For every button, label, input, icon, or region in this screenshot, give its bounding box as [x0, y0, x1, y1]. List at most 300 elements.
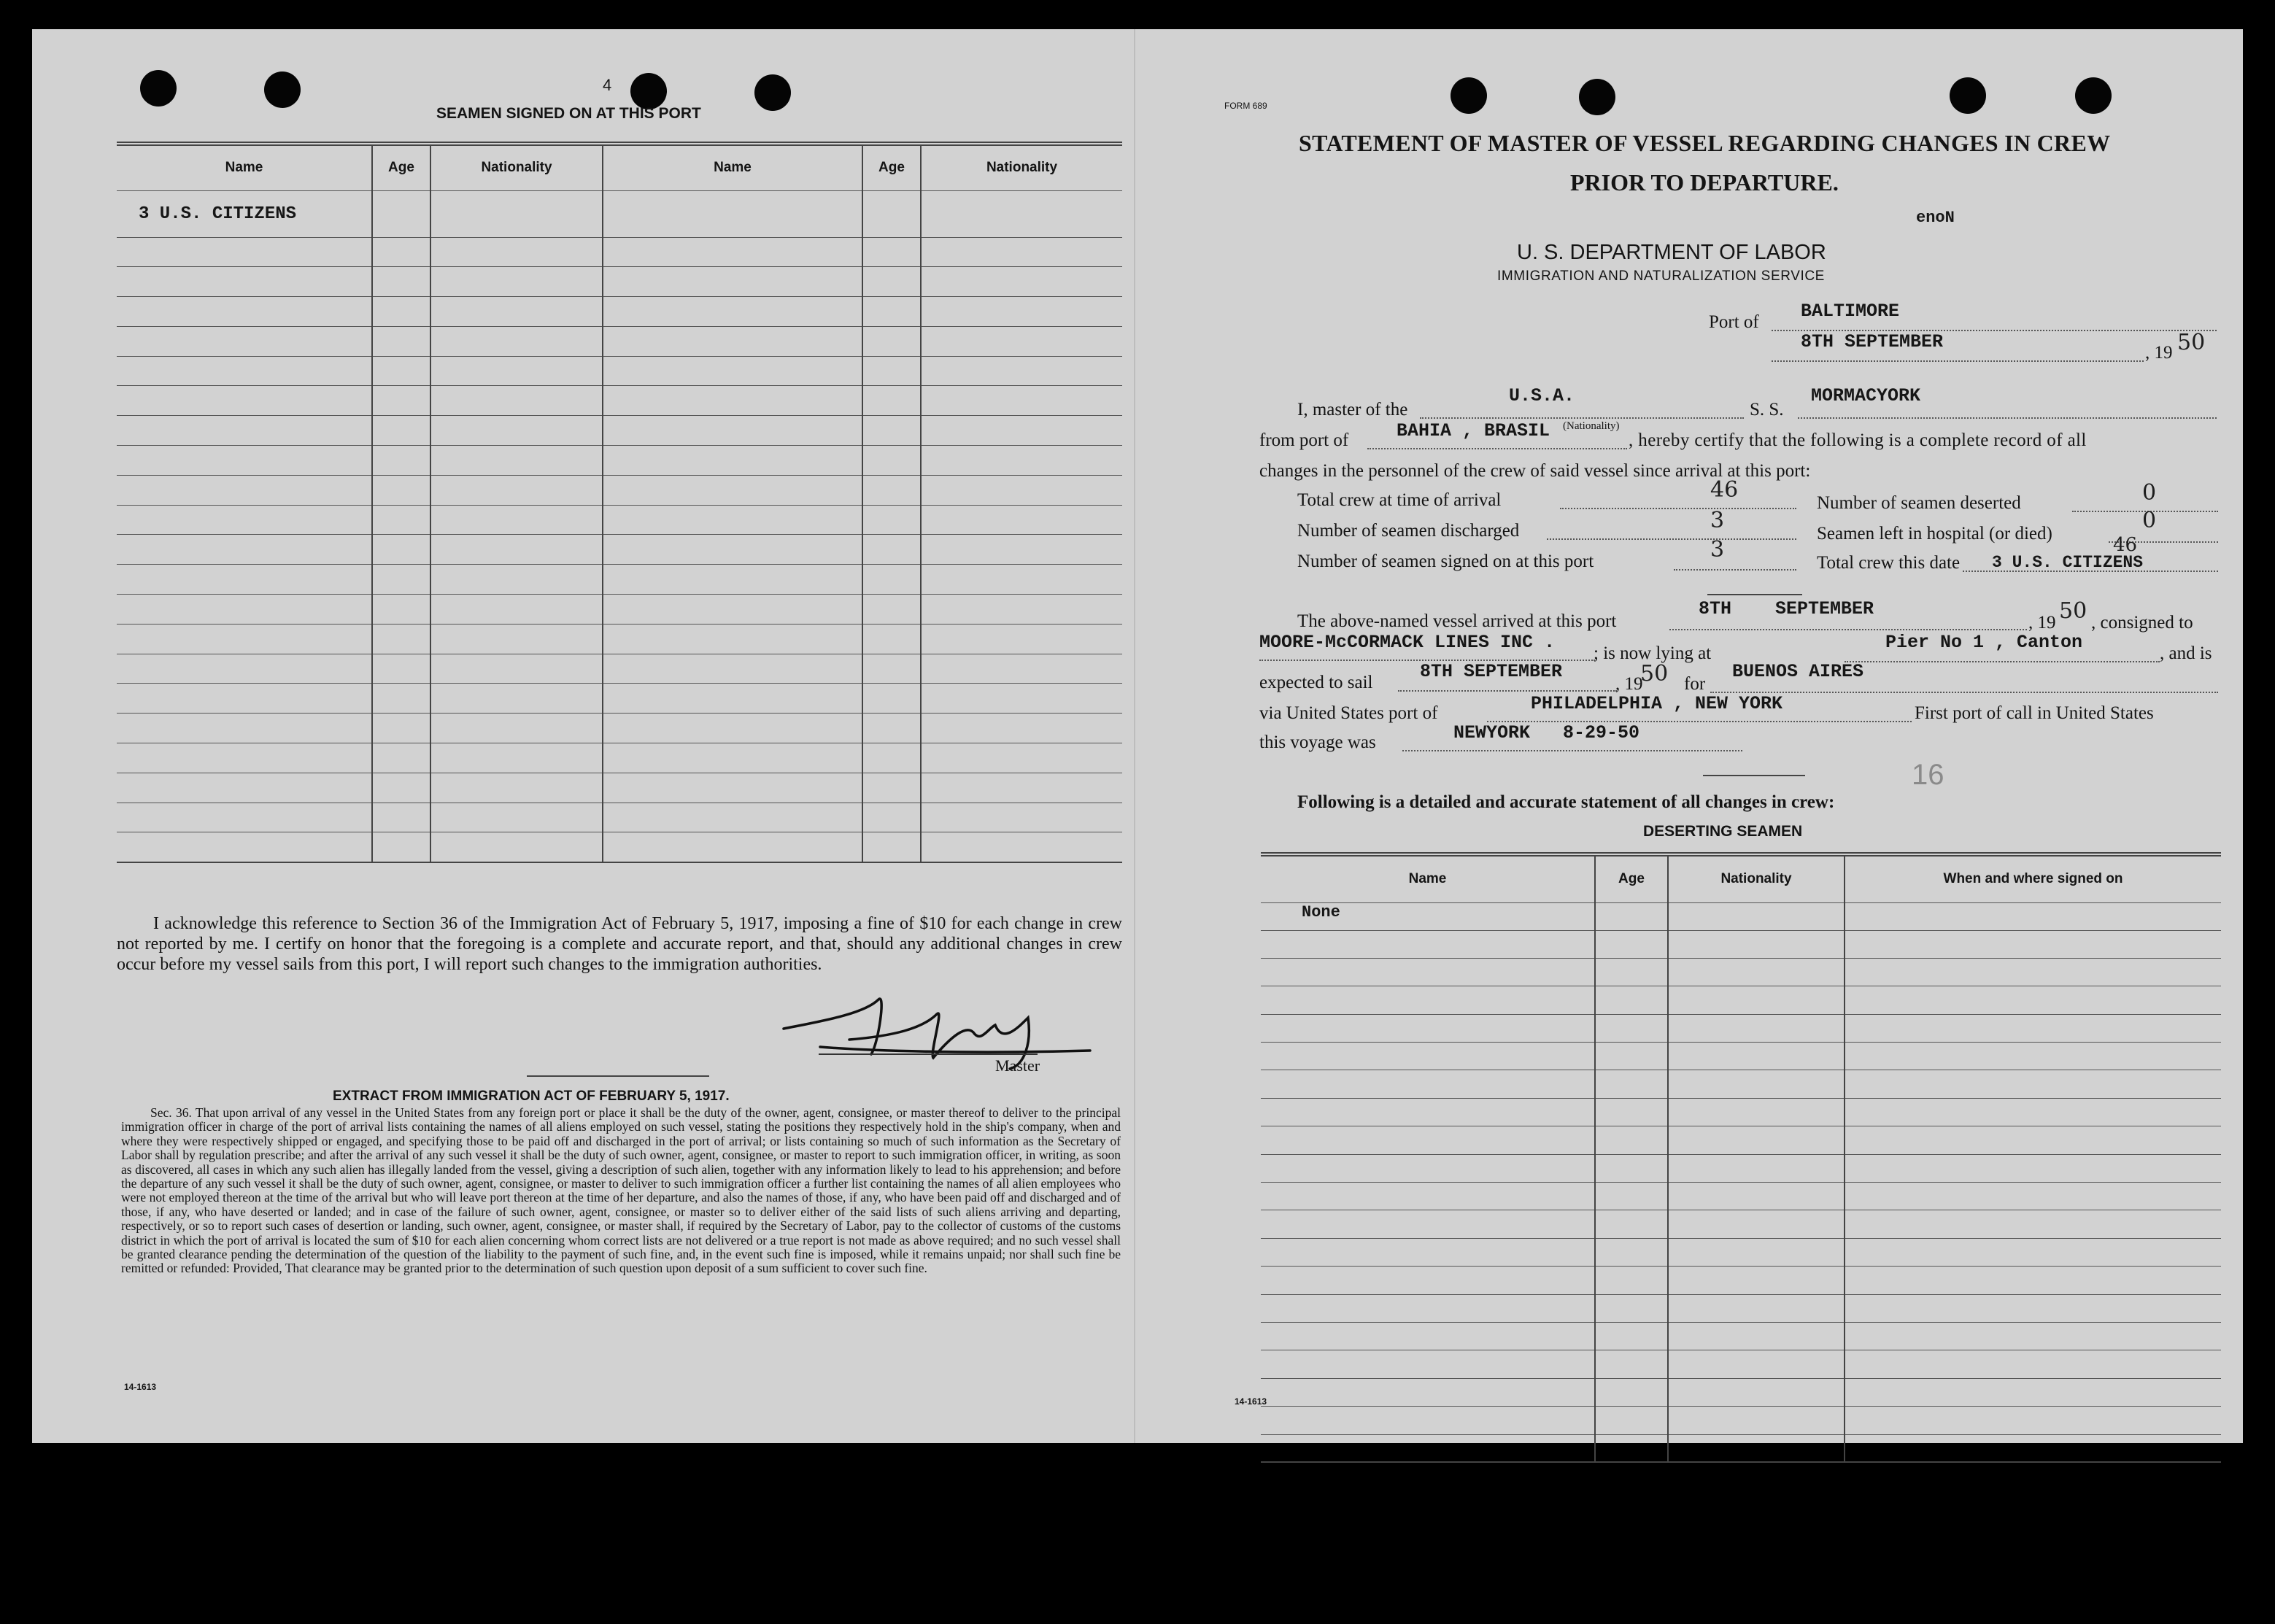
- total-departure-overstamp: 3 U.S. CITIZENS: [1992, 553, 2144, 572]
- table-cell: [603, 267, 862, 297]
- table-cell: [1595, 1098, 1668, 1126]
- table-cell: [1261, 1154, 1595, 1182]
- column-header-name: Name: [117, 145, 372, 190]
- table-cell: [1595, 958, 1668, 986]
- table-cell: [1261, 1070, 1595, 1098]
- table-cell: [1845, 1210, 2221, 1238]
- table-cell: [1668, 930, 1845, 958]
- table-cell: [372, 267, 430, 297]
- table-cell: [1595, 1378, 1668, 1406]
- table-cell: [372, 416, 430, 446]
- table-cell: [862, 565, 921, 595]
- table-cell: [1261, 1294, 1595, 1322]
- table-cell: [921, 505, 1122, 535]
- punch-hole: [264, 71, 301, 108]
- column-header-age: Age: [372, 145, 430, 190]
- table-cell: [1845, 902, 2221, 930]
- table-row: [117, 624, 1122, 654]
- signature-label: Master: [995, 1056, 1040, 1075]
- table-cell: [1261, 1043, 1595, 1070]
- table-row: [117, 535, 1122, 565]
- table-cell: [1845, 1322, 2221, 1350]
- table-cell: [921, 565, 1122, 595]
- table-cell: [117, 743, 372, 773]
- table-cell: [1261, 1126, 1595, 1154]
- table-cell: [1261, 1267, 1595, 1294]
- table-cell: [1668, 1014, 1845, 1042]
- table-cell: [603, 535, 862, 565]
- table-row: [1261, 1098, 2221, 1126]
- for-label: for: [1684, 674, 1706, 694]
- table-cell: [117, 832, 372, 862]
- deserting-seamen-table: [1261, 855, 2221, 1463]
- table-cell: [1595, 1322, 1668, 1350]
- table-cell: [1261, 1210, 1595, 1238]
- punch-hole: [1579, 79, 1615, 115]
- table-row: [117, 595, 1122, 625]
- table-cell: [430, 565, 603, 595]
- punch-hole: [140, 70, 177, 107]
- table-cell: [603, 684, 862, 714]
- table-cell: [372, 237, 430, 267]
- nationality-value: U.S.A.: [1509, 385, 1575, 406]
- table-cell: [603, 386, 862, 416]
- table-cell: [1261, 1434, 1595, 1462]
- table-cell: [603, 190, 862, 237]
- table-cell: [603, 595, 862, 625]
- table-cell: [921, 237, 1122, 267]
- sail-date-field: [1398, 690, 1617, 692]
- table-cell: [603, 237, 862, 267]
- table-cell: [1668, 1434, 1845, 1462]
- table-cell: [1595, 902, 1668, 930]
- table-cell: [1668, 1183, 1845, 1210]
- table-row: [1261, 1378, 2221, 1406]
- table-row: [117, 773, 1122, 803]
- table-row: [1261, 986, 2221, 1014]
- table-row: [1261, 1014, 2221, 1042]
- table-cell: [1595, 1350, 1668, 1378]
- table-cell: [430, 386, 603, 416]
- table-cell: [1668, 1043, 1845, 1070]
- total-departure-label: Total crew this date: [1817, 553, 1961, 573]
- table-cell: [921, 446, 1122, 476]
- table-cell: [1595, 1210, 1668, 1238]
- from-port-label: from port of: [1259, 430, 1349, 450]
- table-cell: [430, 773, 603, 803]
- table-cell: [372, 297, 430, 327]
- table-cell: [862, 654, 921, 684]
- punch-hole: [1950, 77, 1986, 114]
- date-value: 8TH SEPTEMBER: [1801, 331, 1944, 352]
- table-row: [1261, 1154, 2221, 1182]
- seamen-signed-on-table: [117, 144, 1122, 863]
- table-cell: [430, 267, 603, 297]
- table-cell: [603, 446, 862, 476]
- table-cell: [1845, 1378, 2221, 1406]
- discharged-value: 3: [1710, 508, 1725, 533]
- table-cell: [1261, 1183, 1595, 1210]
- table-cell: [372, 714, 430, 743]
- table-cell: [921, 714, 1122, 743]
- certify-text: , hereby certify that the following is a complete record of all: [1629, 430, 2087, 450]
- table-cell: [1261, 986, 1595, 1014]
- table-cell: [430, 416, 603, 446]
- table-cell: [1668, 1378, 1845, 1406]
- table-cell: [1668, 1350, 1845, 1378]
- table-cell: [1595, 1070, 1668, 1098]
- table-cell: [1595, 1183, 1668, 1210]
- section-rule: [1703, 775, 1805, 776]
- table-cell: [1845, 1350, 2221, 1378]
- table-row: [117, 803, 1122, 832]
- table-cell: [1261, 1378, 1595, 1406]
- table-row: [117, 565, 1122, 595]
- table-cell: [921, 743, 1122, 773]
- table-cell: [1668, 1210, 1845, 1238]
- table-row: [1261, 1350, 2221, 1378]
- nationality-field: [1420, 417, 1744, 419]
- deserting-top-rule: [1261, 852, 2221, 854]
- table-cell: [117, 237, 372, 267]
- table-cell: [372, 446, 430, 476]
- consigned-label: , consigned to: [2091, 613, 2193, 633]
- table-cell: [862, 505, 921, 535]
- table-cell: [117, 595, 372, 625]
- table-cell: [862, 475, 921, 505]
- table-cell: [372, 773, 430, 803]
- table-cell: [372, 684, 430, 714]
- table-cell: [603, 297, 862, 327]
- table-cell: [1845, 1407, 2221, 1434]
- lying-value: Pier No 1 , Canton: [1885, 632, 2083, 653]
- deserting-entry: None: [1302, 902, 1340, 921]
- table-cell: [921, 475, 1122, 505]
- port-value: BALTIMORE: [1801, 301, 1900, 322]
- table-cell: [1668, 1407, 1845, 1434]
- table-cell: [1261, 1322, 1595, 1350]
- table-cell: [117, 535, 372, 565]
- column-header-nationality: Nationality: [921, 145, 1122, 190]
- table-cell: [921, 535, 1122, 565]
- from-port-value: BAHIA , BRASIL: [1397, 420, 1550, 441]
- table-cell: [1845, 1014, 2221, 1042]
- table-cell: [921, 624, 1122, 654]
- document-sheet: [32, 29, 2243, 1443]
- table-cell: [117, 505, 372, 535]
- table-cell: [117, 297, 372, 327]
- table-row: [117, 684, 1122, 714]
- arrived-year: 50: [2059, 598, 2087, 624]
- table-cell: [921, 356, 1122, 386]
- destination-value: BUENOS AIRES: [1732, 661, 1864, 682]
- table-row: [117, 356, 1122, 386]
- table-cell: [1595, 1043, 1668, 1070]
- table-cell: [921, 773, 1122, 803]
- table-cell: [372, 475, 430, 505]
- table-cell: [117, 773, 372, 803]
- extract-text: Sec. 36. That upon arrival of any vessel in the United States from any foreign port or place it shall be the duty of the owner, agent, consignee, or master thereof to deliver to the principal immigration officer in charge of the port of arrival lists containing the names of all aliens employed on such vessel, stating the positions they respectively hold in the ship's company, when and where they were respectively shipped or engaged, and specifying those to be paid off and discharged in the port of arrival; or lists containing so much of such information as the Secretary of Labor shall by regulation prescribe; and after the arrival of any such vessel it shall be the duty of such owner, agent, consignee, or master to report to such immigration officer, in writing, as soon as discovered, all cases in which any such alien has illegally landed from the vessel, giving a description of such alien, together with any information likely to lead to his apprehension; and before the departure of any such vessel it shall be the duty of such owner, agent, consignee, or master to deliver to such immigration officer a further list containing the names of all alien employees who were not employed thereon at the time of the arrival but who will leave port thereon at the time of her departure, and also the names of those, if any, who have been paid off and discharged and of those, if any, who have deserted or landed; and in case of the failure of such owner, agent, consignee, or master so to deliver either of the said lists of such aliens arriving and departing, respectively, or so to report such cases of desertion or landing, such owner, agent, consignee, or master shall, if required by the Secretary of Labor, pay to the collector of customs of the customs district in which the port of arrival is located the sum of $10 for each alien concerning whom correct lists are not delivered or a true report is not made as above required; and no such vessel shall be granted clearance pending the determination of the question of the liability to the payment of such fine, and, in the event such fine is imposed, while it remains unpaid; nor shall such fine be remitted or refunded: Provided, That clearance may be granted prior to the determination of such question upon deposit of a sum sufficient to cover such fine.: [121, 1105, 1121, 1276]
- column-header-name: Name: [1261, 856, 1595, 902]
- table-cell: [1261, 1407, 1595, 1434]
- table-row: [1261, 1210, 2221, 1238]
- table-row: [117, 326, 1122, 356]
- destination-field: [1710, 692, 2218, 693]
- table-cell: [921, 386, 1122, 416]
- table-cell: [862, 237, 921, 267]
- sail-year: 50: [1640, 661, 1669, 687]
- table-row: [117, 297, 1122, 327]
- table-cell: [862, 416, 921, 446]
- corner-stamp: enoN: [1916, 209, 1955, 227]
- table-row: [117, 714, 1122, 743]
- table-cell: [1845, 1183, 2221, 1210]
- table-cell: [430, 297, 603, 327]
- table-row: [1261, 1407, 2221, 1434]
- left-page-header: SEAMEN SIGNED ON AT THIS PORT: [436, 105, 701, 122]
- table-row: [117, 416, 1122, 446]
- punch-hole: [2075, 77, 2112, 114]
- table-row: [1261, 1238, 2221, 1266]
- table-cell: [862, 326, 921, 356]
- table-cell: [1261, 1350, 1595, 1378]
- sail-date-value: 8TH SEPTEMBER: [1420, 661, 1563, 682]
- table-cell: [603, 743, 862, 773]
- department-name: U. S. DEPARTMENT OF LABOR: [1517, 241, 1826, 264]
- table-cell: [1261, 958, 1595, 986]
- discharged-field: [1547, 538, 1796, 540]
- table-cell: [117, 326, 372, 356]
- table-cell: [430, 803, 603, 832]
- table-row: [117, 237, 1122, 267]
- table-cell: [430, 356, 603, 386]
- punch-hole: [754, 74, 791, 111]
- table-cell: [603, 356, 862, 386]
- right-form-code: 14-1613: [1235, 1396, 1267, 1407]
- table-cell: [921, 190, 1122, 237]
- table-cell: [430, 832, 603, 862]
- deserted-label: Number of seamen deserted: [1817, 493, 2021, 513]
- service-name: IMMIGRATION AND NATURALIZATION SERVICE: [1497, 268, 1825, 284]
- extract-title: EXTRACT FROM IMMIGRATION ACT OF FEBRUARY 5, 1917.: [333, 1089, 730, 1104]
- table-cell: [1668, 1322, 1845, 1350]
- table-cell: [921, 326, 1122, 356]
- table-row: [117, 832, 1122, 862]
- hospital-label: Seamen left in hospital (or died): [1817, 524, 2052, 544]
- table-cell: [1668, 1267, 1845, 1294]
- table-cell: [603, 326, 862, 356]
- table-cell: [430, 624, 603, 654]
- table-cell: [921, 832, 1122, 862]
- table-cell: [1261, 930, 1595, 958]
- stamp-number: 16: [1912, 759, 1944, 791]
- table-row: [1261, 1183, 2221, 1210]
- column-header-age: Age: [862, 145, 921, 190]
- table-cell: [1668, 958, 1845, 986]
- arrived-year-prefix: , 19: [2028, 613, 2056, 633]
- table-cell: [1845, 958, 2221, 986]
- table-cell: [430, 684, 603, 714]
- page-fold: [1134, 29, 1135, 1443]
- table-cell: [1595, 930, 1668, 958]
- table-cell: [430, 237, 603, 267]
- table-cell: [921, 297, 1122, 327]
- table-cell: [1595, 1407, 1668, 1434]
- signature-line: [819, 1053, 1038, 1055]
- table-cell: [1668, 1154, 1845, 1182]
- table-cell: [603, 565, 862, 595]
- table-row: [1261, 1434, 2221, 1462]
- table-cell: [117, 416, 372, 446]
- vessel-field: [1798, 417, 2217, 419]
- table-cell: [603, 624, 862, 654]
- table-cell: [1595, 1434, 1668, 1462]
- table-cell: [921, 654, 1122, 684]
- table-row: [1261, 1126, 2221, 1154]
- table-cell: [1845, 1126, 2221, 1154]
- table-row: [117, 505, 1122, 535]
- total-arrival-field: [1560, 508, 1796, 509]
- form-title-line1: STATEMENT OF MASTER OF VESSEL REGARDING CHANGES IN CREW: [1299, 130, 2111, 156]
- table-cell: [117, 386, 372, 416]
- table-cell: [1668, 902, 1845, 930]
- table-cell: [1668, 1238, 1845, 1266]
- column-header-name: Name: [603, 145, 862, 190]
- extract-rule: [527, 1075, 709, 1077]
- table-cell: [1595, 1014, 1668, 1042]
- table-cell: [862, 743, 921, 773]
- table-cell: [1845, 930, 2221, 958]
- table-cell: [921, 803, 1122, 832]
- table-row: [117, 446, 1122, 476]
- total-arrival-label: Total crew at time of arrival: [1297, 490, 1502, 510]
- table-cell: [862, 267, 921, 297]
- table-cell: [1845, 1070, 2221, 1098]
- table-cell: [603, 654, 862, 684]
- table-cell: [372, 505, 430, 535]
- left-form-code: 14-1613: [124, 1382, 157, 1392]
- table-row: [117, 654, 1122, 684]
- table-cell: [430, 714, 603, 743]
- arrived-date: 8TH SEPTEMBER: [1699, 598, 1874, 619]
- table-cell: [430, 743, 603, 773]
- table-cell: [1845, 986, 2221, 1014]
- ss-label: S. S.: [1750, 400, 1784, 419]
- table-cell: [1845, 1154, 2221, 1182]
- form-title-line2: PRIOR TO DEPARTURE.: [1570, 169, 1839, 196]
- table-cell: [603, 475, 862, 505]
- table-cell: [603, 714, 862, 743]
- table-cell: [862, 624, 921, 654]
- table-row: [1261, 1322, 2221, 1350]
- table-cell: [372, 624, 430, 654]
- table-cell: [921, 416, 1122, 446]
- table-cell: [372, 595, 430, 625]
- table-row: [117, 475, 1122, 505]
- table-row: [1261, 1267, 2221, 1294]
- column-header-when-where: When and where signed on: [1845, 856, 2221, 902]
- table-cell: [117, 446, 372, 476]
- table-row: [1261, 1070, 2221, 1098]
- table-cell: [1845, 1294, 2221, 1322]
- expected-label: expected to sail: [1259, 673, 1373, 692]
- signed-on-value: 3: [1710, 537, 1725, 562]
- table-cell: [862, 684, 921, 714]
- table-cell: [372, 356, 430, 386]
- table-cell: [1845, 1238, 2221, 1266]
- hospital-value: 0: [2142, 508, 2157, 533]
- year-prefix: , 19: [2145, 343, 2173, 363]
- table-row: [117, 743, 1122, 773]
- table-cell: [1595, 1154, 1668, 1182]
- table-cell: [430, 475, 603, 505]
- table-cell: [430, 535, 603, 565]
- signed-on-field: [1674, 569, 1796, 571]
- column-header-age: Age: [1595, 856, 1668, 902]
- table-cell: [862, 535, 921, 565]
- lying-field: [1845, 661, 2160, 662]
- table-cell: [603, 773, 862, 803]
- table-cell: [1261, 902, 1595, 930]
- table-cell: [862, 356, 921, 386]
- total-departure-value: 46: [2113, 534, 2138, 556]
- table-cell: [117, 803, 372, 832]
- voyage-field: [1402, 750, 1742, 751]
- arrived-label: The above-named vessel arrived at this port: [1297, 611, 1617, 631]
- table-cell: [117, 356, 372, 386]
- table-cell: [603, 416, 862, 446]
- acknowledgment-text: I acknowledge this reference to Section 36 of the Immigration Act of February 5, 1917, imposing a fine of $10 for each change in crew not reported by me. I certify on honor that the foregoing is a complete and accurate report, and that, should any additional changes in crew occur before my vessel sails from this port, I will report such changes to the immigration authorities.: [117, 914, 1122, 974]
- header-rule: [117, 142, 1122, 143]
- nationality-hint: (Nationality): [1563, 420, 1620, 432]
- table-cell: [117, 267, 372, 297]
- table-cell: [862, 595, 921, 625]
- table-row: [117, 267, 1122, 297]
- table-cell: [372, 565, 430, 595]
- total-arrival-value: 46: [1710, 477, 1739, 503]
- table-cell: [430, 190, 603, 237]
- table-cell: [372, 386, 430, 416]
- table-cell: [1595, 1126, 1668, 1154]
- table-cell: [1261, 1098, 1595, 1126]
- year-value: 50: [2177, 330, 2206, 355]
- via-label: via United States port of: [1259, 703, 1438, 723]
- lying-label: ; is now lying at: [1594, 643, 1712, 663]
- table-cell: [862, 803, 921, 832]
- table-cell: [862, 297, 921, 327]
- master-label: I, master of the: [1297, 400, 1408, 419]
- following-text: Following is a detailed and accurate statement of all changes in crew:: [1297, 792, 1835, 812]
- deserted-value: 0: [2142, 480, 2157, 506]
- master-signature: [776, 985, 1097, 1072]
- table-cell: [117, 475, 372, 505]
- table-cell: [117, 654, 372, 684]
- table-cell: [921, 684, 1122, 714]
- from-port-field: [1367, 448, 1627, 449]
- table-cell: [862, 190, 921, 237]
- form-number: FORM 689: [1224, 101, 1267, 111]
- date-field: [1772, 360, 2144, 362]
- table-cell: [117, 714, 372, 743]
- column-header-nationality: Nationality: [430, 145, 603, 190]
- discharged-label: Number of seamen discharged: [1297, 521, 1520, 541]
- seaman-entry: 3 U.S. CITIZENS: [139, 204, 297, 224]
- table-row: [1261, 1043, 2221, 1070]
- table-cell: [430, 446, 603, 476]
- consignee-value: MOORE-McCORMACK LINES INC .: [1259, 632, 1556, 653]
- table-cell: [430, 326, 603, 356]
- table-cell: [430, 595, 603, 625]
